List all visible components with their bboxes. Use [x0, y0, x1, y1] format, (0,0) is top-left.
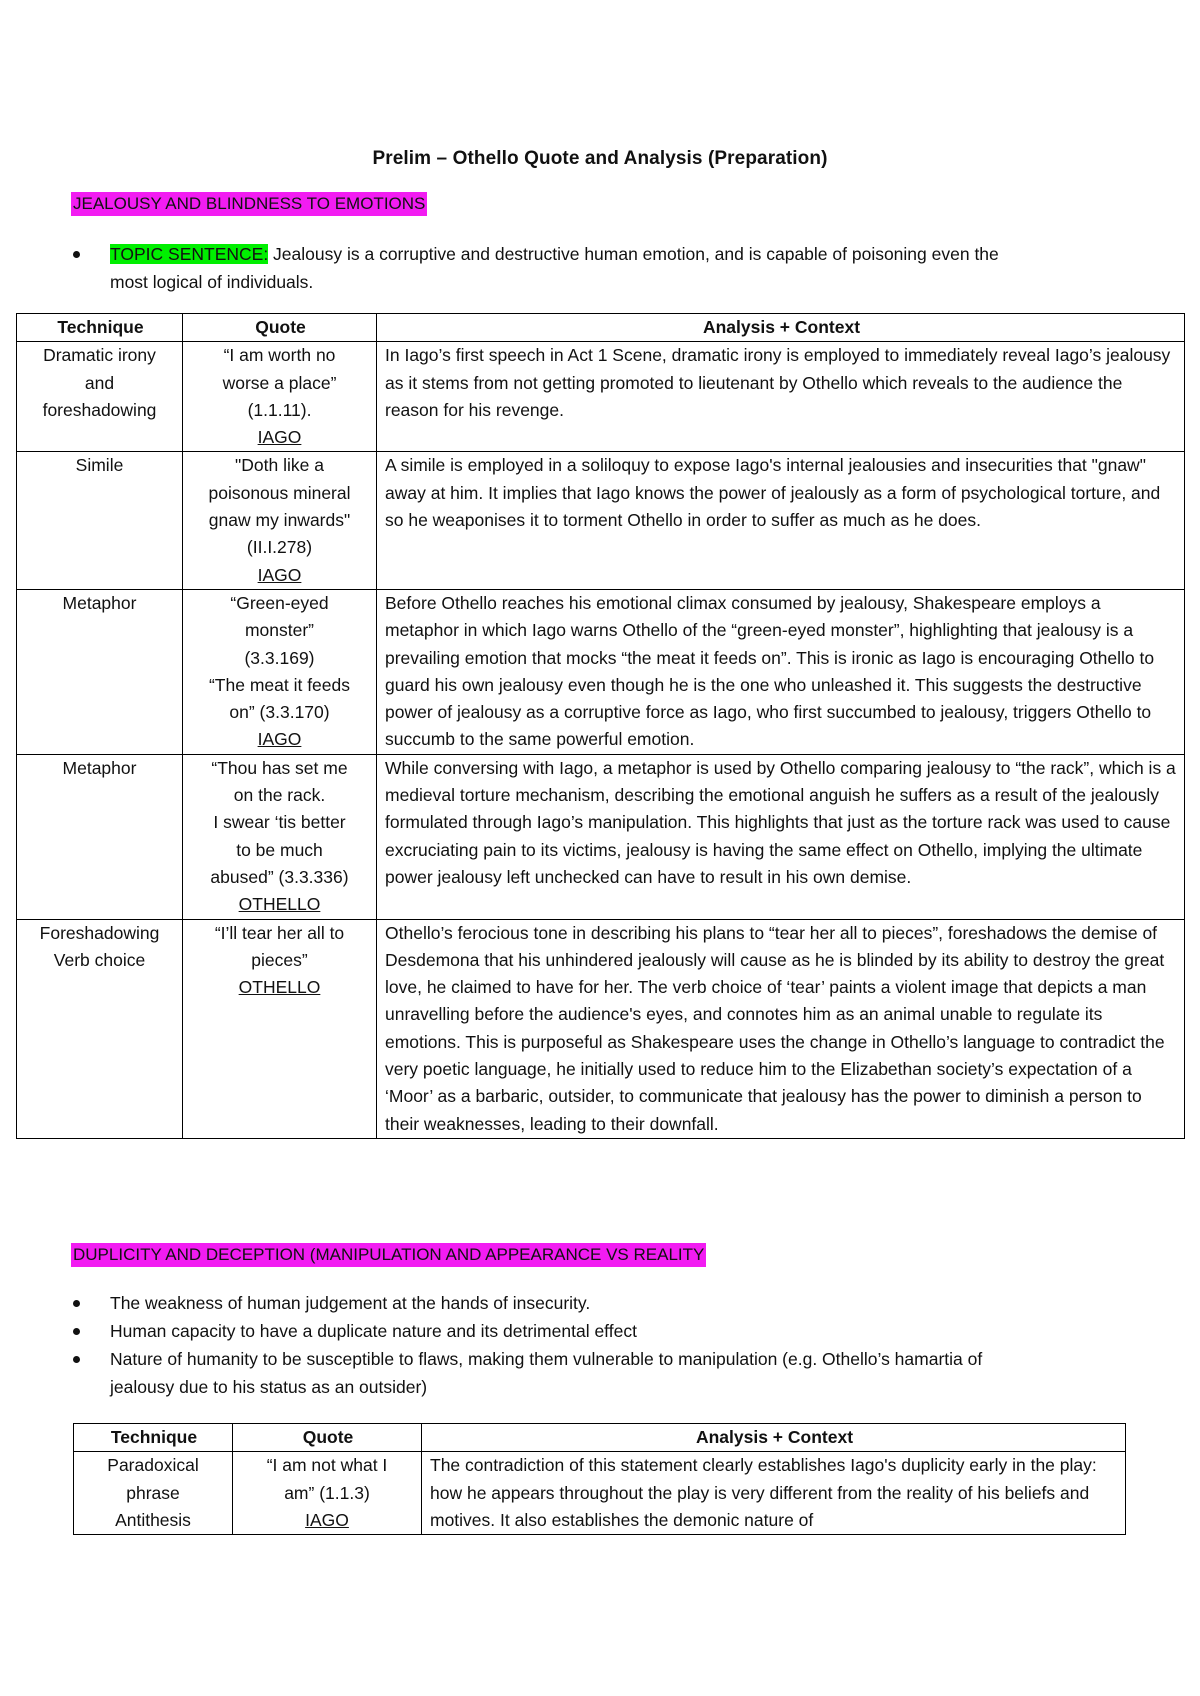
technique-line: Dramatic irony — [43, 345, 156, 366]
technique-line: Paradoxical — [107, 1455, 199, 1476]
quote-line: (3.3.169) — [244, 647, 315, 668]
analysis-cell: While conversing with Iago, a metaphor is used by Othello comparing jealousy to “the rack”, which is a medieval torture mechanism, describing the emotional anguish he suffers as a result of the jealously formulated through Iago’s manipulation. This highlights that just as the torture rack was used to cause excruciating pain to its victims, jealousy is having the same effect on Othello, implying the ultimate power jealousy left unchecked can have to result in his own demise. — [377, 754, 1185, 919]
table-row — [74, 1452, 1126, 1535]
technique-line: Metaphor — [62, 592, 137, 613]
page-title: Prelim – Othello Quote and Analysis (Preparation) — [372, 148, 828, 169]
table-row — [17, 452, 1185, 589]
analysis-cell: In Iago’s first speech in Act 1 Scene, dramatic irony is employed to immediately reveal Iago’s jealousy as it stems from not getting promoted to lieutenant by Othello which reveals to the audience the reason for his revenge. — [377, 342, 1185, 452]
quote-line: (II.I.278) — [246, 537, 313, 558]
jealousy-table — [16, 313, 1185, 1139]
technique-line: foreshadowing — [42, 399, 157, 420]
topic-sentence — [38, 240, 1038, 296]
quote-line: “Thou has set me — [211, 757, 348, 778]
technique-cell — [74, 1452, 233, 1535]
quote-line: on the rack. — [233, 785, 326, 806]
table-header-row — [74, 1424, 1126, 1452]
technique-line: and — [84, 372, 115, 393]
quote-line: monster” — [244, 620, 315, 641]
analysis-cell: The contradiction of this statement clearly establishes Iago's duplicity early in the play: how he appears throughout the play is very different from the reality of his beliefs and motives. It also establishes the demonic nature of — [422, 1452, 1126, 1535]
duplicity-bullets — [38, 1289, 1038, 1401]
table-row — [17, 589, 1185, 754]
technique-line: phrase — [126, 1482, 180, 1503]
quote-line: abused” (3.3.336) — [210, 866, 349, 887]
analysis-cell: Othello’s ferocious tone in describing his plans to “tear her all to pieces”, foreshadows the demise of Desdemona that his unhindered jealously will cause as he is blinded by its ability to destroy the great love, he claimed to have for her. The verb choice of ‘tear’ paints a violent image that depicts a man unravelling before the audience's eyes, and connotes him as an animal unable to regulate its emotions. This is purposeful as Shakespeare uses the change in Othello’s language to contradict the very poetic language, he initially used to reduce him to the Elizabethan society’s expectation of a ‘Moor’ as a barbaric, outsider, to communicate that jealousy has the power to diminish a person to their weaknesses, leading to their downfall. — [377, 919, 1185, 1138]
duplicity-table — [73, 1423, 1126, 1535]
header-technique: Technique — [17, 314, 183, 342]
quote-line: “I am not what I — [266, 1455, 388, 1476]
quote-cell — [183, 919, 377, 1138]
quote-line: “Green-eyed — [230, 592, 329, 613]
technique-line: Metaphor — [62, 757, 137, 778]
quote-cell — [233, 1452, 422, 1535]
header-analysis: Analysis + Context — [422, 1424, 1126, 1452]
quote-cell — [183, 754, 377, 919]
quote-line: worse a place” — [222, 372, 337, 393]
technique-cell — [17, 452, 183, 589]
quote-line: (1.1.11). — [247, 399, 312, 420]
quote-line: I swear ‘tis better — [213, 812, 346, 833]
speaker-name: OTHELLO — [238, 977, 321, 998]
list-item: Nature of humanity to be susceptible to flaws, making them vulnerable to manipulation (e.g. Othello’s hamartia of jealousy due to his status as an outsider) — [38, 1345, 1038, 1401]
speaker-name: IAGO — [305, 1509, 349, 1530]
quote-line: poisonous mineral — [208, 482, 351, 503]
technique-cell — [17, 342, 183, 452]
list-item: Human capacity to have a duplicate nature and its detrimental effect — [38, 1317, 1038, 1345]
quote-line: on” (3.3.170) — [229, 702, 330, 723]
list-item: The weakness of human judgement at the hands of insecurity. — [38, 1289, 1038, 1317]
header-analysis: Analysis + Context — [377, 314, 1185, 342]
analysis-cell: Before Othello reaches his emotional climax consumed by jealousy, Shakespeare employs a metaphor in which Iago warns Othello of the “green-eyed monster”, highlighting that jealousy is a prevailing emotion that mocks “the meat it feeds on”. This is ironic as Iago is encouraging Othello to guard his own jealousy even though he is the one who unleashed it. This suggests the destructive power of jealousy as a corruptive force as Iago, who first succumbed to jealousy, triggers Othello to succumb to the same powerful emotion. — [377, 589, 1185, 754]
topic-sentence-text: Jealousy is a corruptive and destructive human emotion, and is capable of poisoning even the most logical of individuals. — [110, 244, 999, 292]
quote-cell — [183, 342, 377, 452]
header-quote: Quote — [183, 314, 377, 342]
header-technique: Technique — [74, 1424, 233, 1452]
table-row — [17, 754, 1185, 919]
section-heading-jealousy: JEALOUSY AND BLINDNESS TO EMOTIONS — [71, 192, 427, 216]
quote-line: am” (1.1.3) — [284, 1482, 370, 1503]
technique-line: Foreshadowing — [39, 922, 160, 943]
speaker-name: IAGO — [257, 427, 302, 448]
technique-line: Antithesis — [115, 1509, 191, 1530]
technique-cell — [17, 754, 183, 919]
quote-cell — [183, 452, 377, 589]
quote-line: "Doth like a — [235, 455, 324, 476]
quote-line: “I’ll tear her all to — [214, 922, 345, 943]
quote-line: gnaw my inwards" — [208, 510, 351, 531]
technique-cell — [17, 589, 183, 754]
analysis-cell: A simile is employed in a soliloquy to expose Iago's internal jealousies and insecurities that "gnaw" away at him. It implies that Iago knows the power of jealously as a form of psychological torture, and so he weaponises it to torment Othello in order to suffer as much as he does. — [377, 452, 1185, 589]
technique-line: Simile — [75, 455, 124, 476]
speaker-name: OTHELLO — [238, 894, 321, 915]
topic-sentence-label: TOPIC SENTENCE: — [110, 244, 269, 264]
technique-cell — [17, 919, 183, 1138]
speaker-name: IAGO — [257, 564, 302, 585]
topic-sentence-list — [38, 240, 1038, 296]
speaker-name: IAGO — [257, 729, 302, 750]
quote-line: pieces” — [251, 949, 308, 970]
header-quote: Quote — [233, 1424, 422, 1452]
table-header-row — [17, 314, 1185, 342]
quote-cell — [183, 589, 377, 754]
technique-line: Verb choice — [53, 949, 146, 970]
table-row — [17, 919, 1185, 1138]
table-row — [17, 342, 1185, 452]
quote-line: to be much — [236, 839, 323, 860]
quote-line: “I am worth no — [223, 345, 336, 366]
section-heading-duplicity: DUPLICITY AND DECEPTION (MANIPULATION AND APPEARANCE VS REALITY — [71, 1243, 706, 1267]
quote-line: “The meat it feeds — [208, 674, 351, 695]
